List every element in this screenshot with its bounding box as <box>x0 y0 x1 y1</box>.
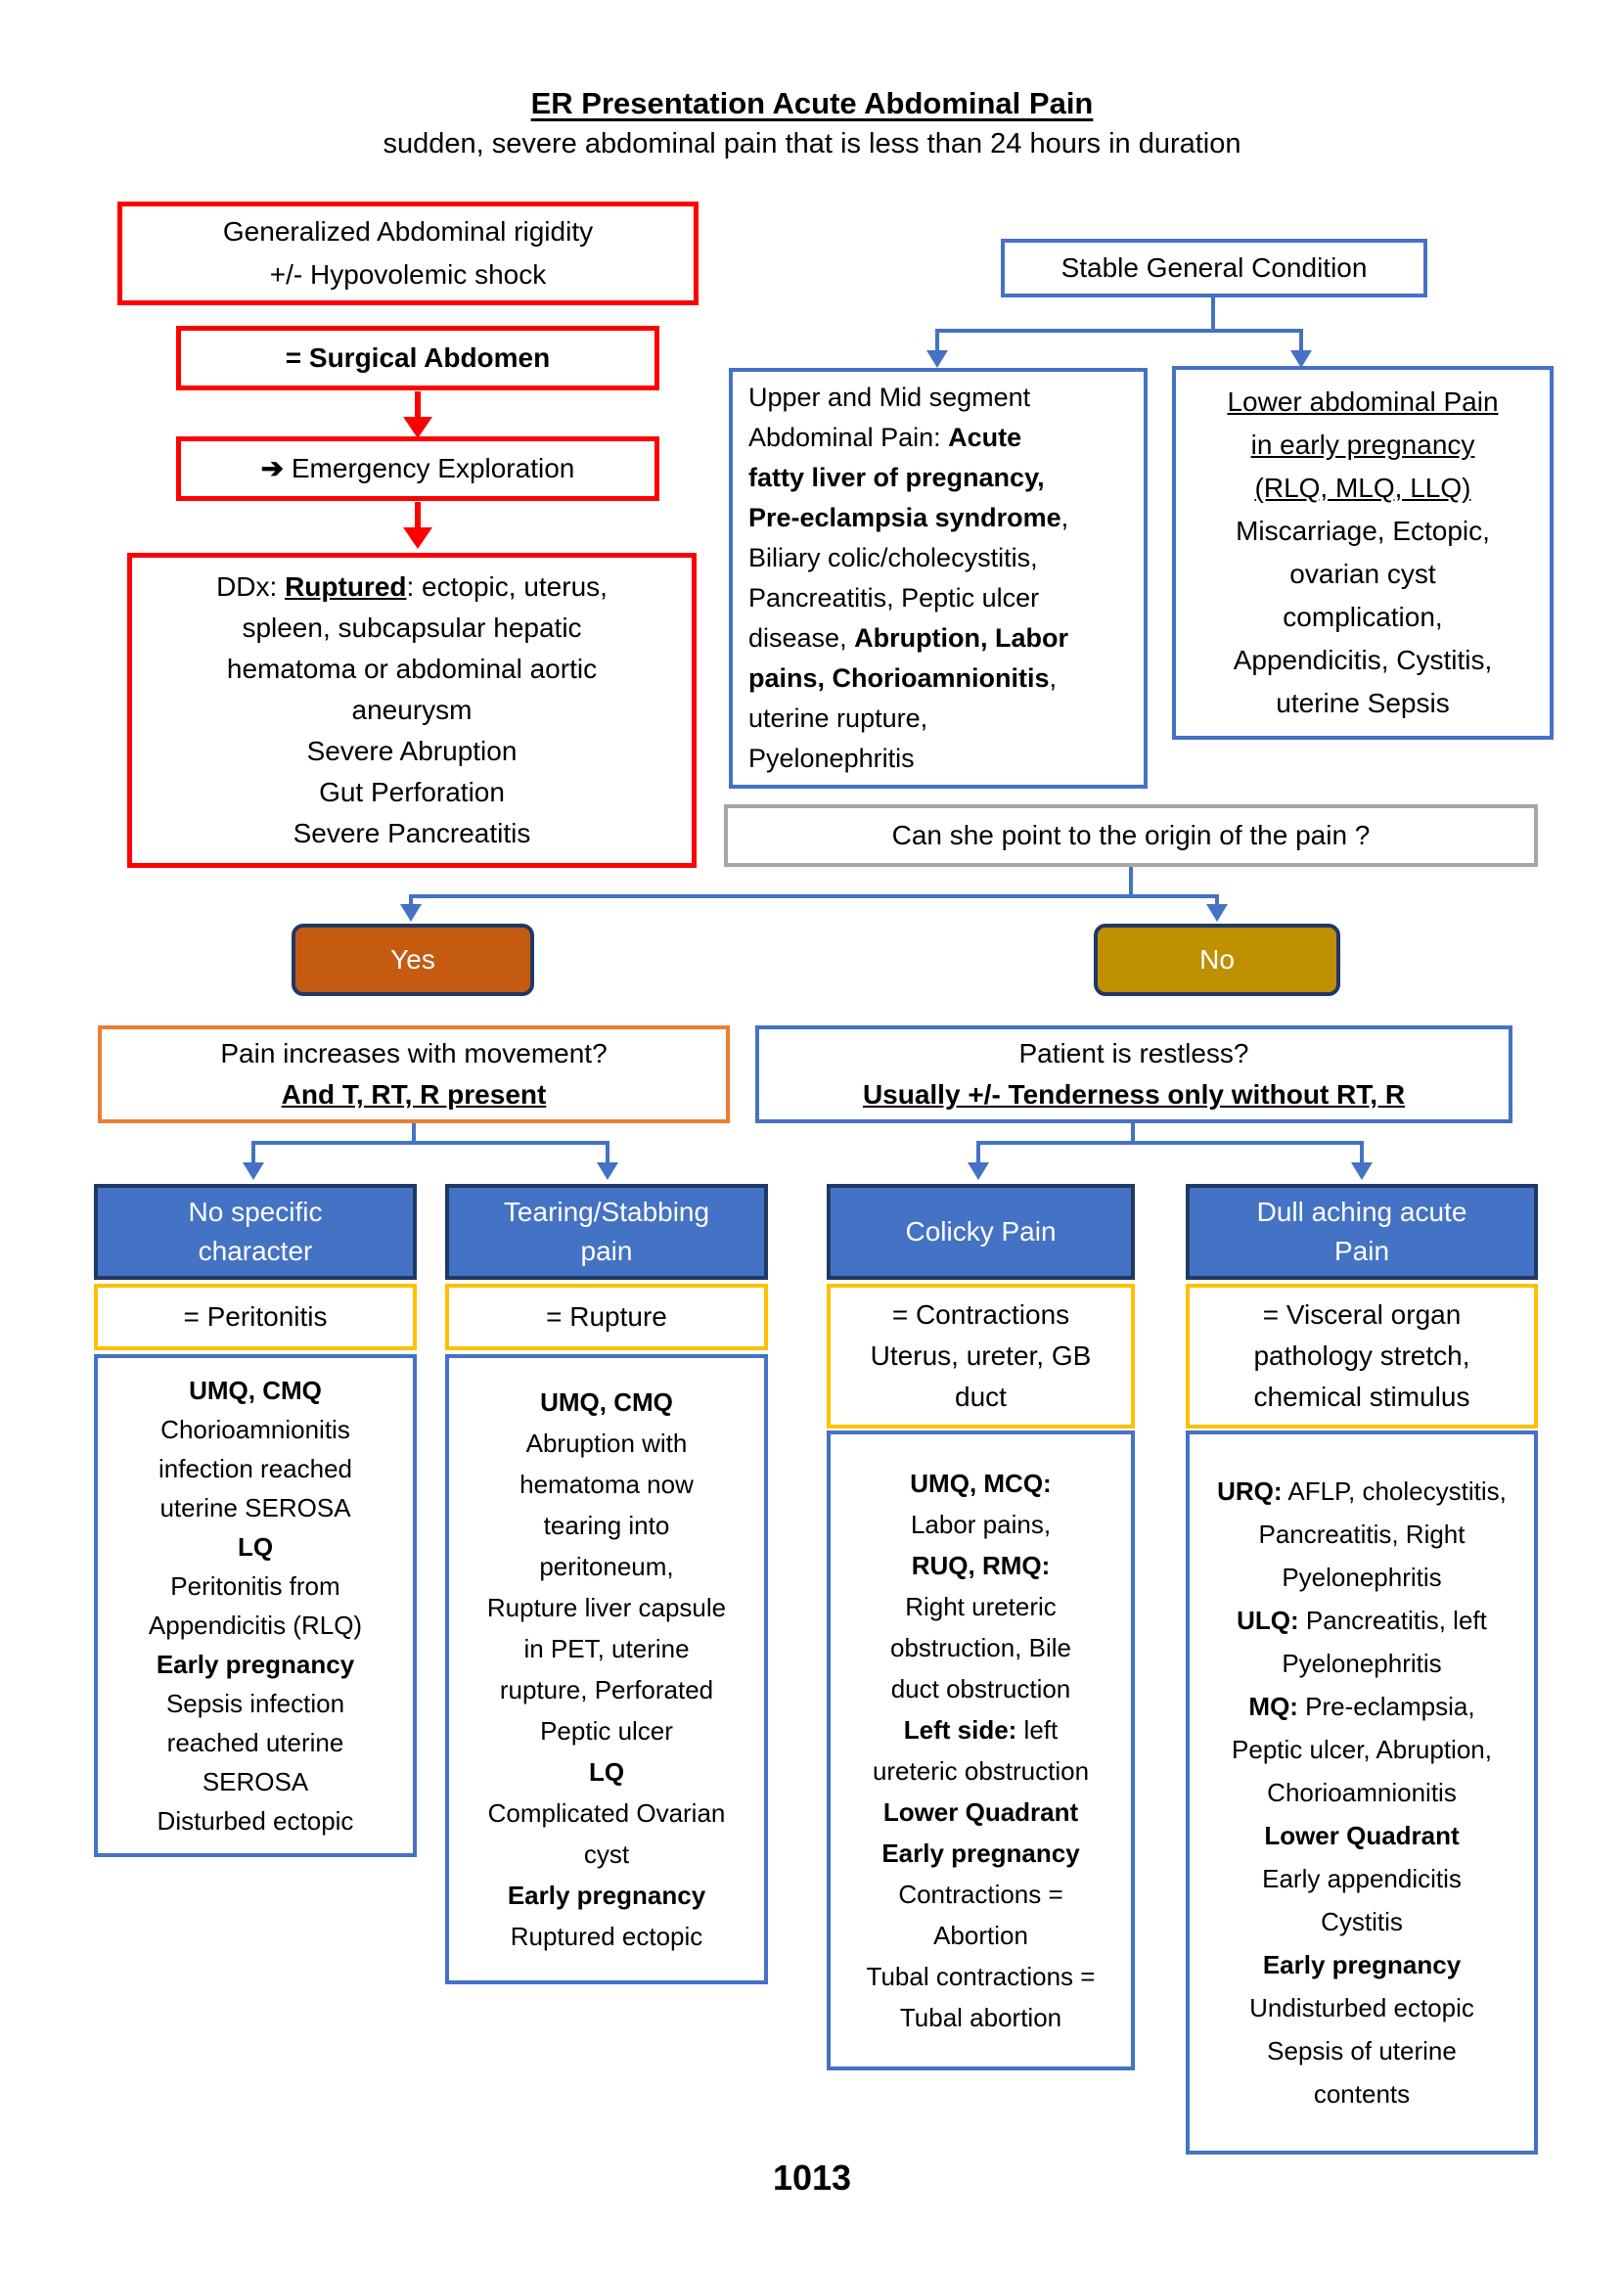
equals-peritonitis: = Peritonitis <box>94 1284 417 1350</box>
details-rupture: UMQ, CMQ Abruption with hematoma now tearing into peritoneum, Rupture liver capsule in PET, uterine rupture, Perforated Peptic ulcer LQ Complicated Ovarian cyst Early pregnancy Ruptured ectopic <box>445 1354 768 1984</box>
header-no-specific-character: No specific character <box>94 1184 417 1280</box>
box-stable-general-condition: Stable General Condition <box>1001 239 1427 297</box>
connector-q2-right-stub <box>1360 1141 1364 1164</box>
arrowhead-blue-down-icon <box>400 904 422 922</box>
arrowhead-red-down-icon <box>403 527 432 549</box>
header-tearing-stabbing-pain: Tearing/Stabbing pain <box>445 1184 768 1280</box>
yes-node <box>292 924 534 996</box>
header-colicky-pain: Colicky Pain <box>827 1184 1135 1280</box>
arrowhead-blue-down-icon <box>1206 904 1228 922</box>
equals-visceral-organ: = Visceral organ pathology stretch, chemical stimulus <box>1186 1284 1538 1429</box>
connector-q2-split <box>976 1141 1362 1145</box>
connector-stable-stub <box>1211 297 1215 333</box>
arrowhead-red-down-icon <box>403 417 432 438</box>
connector-stable-split <box>935 329 1303 333</box>
connector-surgical-to-exploration <box>415 391 421 419</box>
connector-q1-left-stub <box>251 1141 255 1164</box>
arrowhead-blue-down-icon <box>597 1162 618 1180</box>
equals-rupture: = Rupture <box>445 1284 768 1350</box>
box-surgical-abdomen: = Surgical Abdomen <box>176 326 659 390</box>
no-node <box>1094 924 1340 996</box>
details-dull-aching-pain: URQ: AFLP, cholecystitis, Pancreatitis, Right Pyelonephritis ULQ: Pancreatitis, left Pyelonephritis MQ: Pre-eclampsia, Peptic ulcer, Abruption, Chorioamnionitis Lower Quadrant Early appendicitis Cystitis Early pregnancy Undisturbed ectopic Sepsis of uterine contents <box>1186 1430 1538 2155</box>
arrowhead-blue-down-icon <box>1351 1162 1373 1180</box>
arrowhead-blue-down-icon <box>926 350 948 368</box>
connector-exploration-to-ddx <box>415 502 421 529</box>
box-generalized-rigidity: Generalized Abdominal rigidity +/- Hypovolemic shock <box>117 202 699 305</box>
box-ddx-ruptured: DDx: Ruptured: ectopic, uterus, spleen, subcapsular hepatic hematoma or abdominal aortic aneurysm Severe Abruption Gut Perforation Severe Pancreatitis <box>127 553 697 868</box>
page-title: ER Presentation Acute Abdominal Pain <box>530 86 1094 120</box>
connector-q2-left-stub <box>976 1141 980 1164</box>
details-colicky-pain: UMQ, MCQ: Labor pains, RUQ, RMQ: Right ureteric obstruction, Bile duct obstruction Left side: left ureteric obstruction Lower Quadrant Early pregnancy Contractions = Abortion Tubal contractions = Tubal abortion <box>827 1430 1135 2070</box>
no-label: No <box>1199 944 1235 975</box>
box-origin-question: Can she point to the origin of the pain ? <box>724 804 1538 867</box>
page-number: 1013 <box>772 2157 852 2198</box>
box-pain-movement-question: Pain increases with movement? And T, RT, R present <box>98 1025 730 1123</box>
connector-q1-split <box>251 1141 609 1145</box>
connector-stable-right-stub <box>1299 329 1303 352</box>
arrowhead-blue-down-icon <box>243 1162 264 1180</box>
yes-label: Yes <box>390 944 435 975</box>
connector-origin-split <box>411 894 1219 898</box>
box-emergency-exploration: ➔ Emergency Exploration <box>176 436 659 501</box>
page-subtitle: sudden, severe abdominal pain that is less than 24 hours in duration <box>383 128 1241 159</box>
equals-contractions: = Contractions Uterus, ureter, GB duct <box>827 1284 1135 1429</box>
box-restless-question: Patient is restless? Usually +/- Tenderness only without RT, R <box>755 1025 1512 1123</box>
arrowhead-blue-down-icon <box>968 1162 989 1180</box>
connector-q1-right-stub <box>606 1141 609 1164</box>
header-dull-aching-pain: Dull aching acute Pain <box>1186 1184 1538 1280</box>
details-peritonitis: UMQ, CMQ Chorioamnionitis infection reached uterine SEROSA LQ Peritonitis from Appendicitis (RLQ) Early pregnancy Sepsis infection reached uterine SEROSA Disturbed ectopic <box>94 1354 417 1857</box>
connector-stable-left-stub <box>935 329 939 352</box>
box-upper-mid-segment-pain: Upper and Mid segment Abdominal Pain: Acute fatty liver of pregnancy, Pre-eclampsia syndrome, Biliary colic/cholecystitis, Pancreatitis, Peptic ulcer disease, Abruption, Labor pains, Chorioamnionitis, uterine rupture, Pyelonephritis <box>729 368 1148 789</box>
box-lower-abdominal-pain: Lower abdominal Pain in early pregnancy (RLQ, MLQ, LLQ) Miscarriage, Ectopic, ovarian cyst complication, Appendicitis, Cystitis, uterine Sepsis <box>1172 366 1554 740</box>
